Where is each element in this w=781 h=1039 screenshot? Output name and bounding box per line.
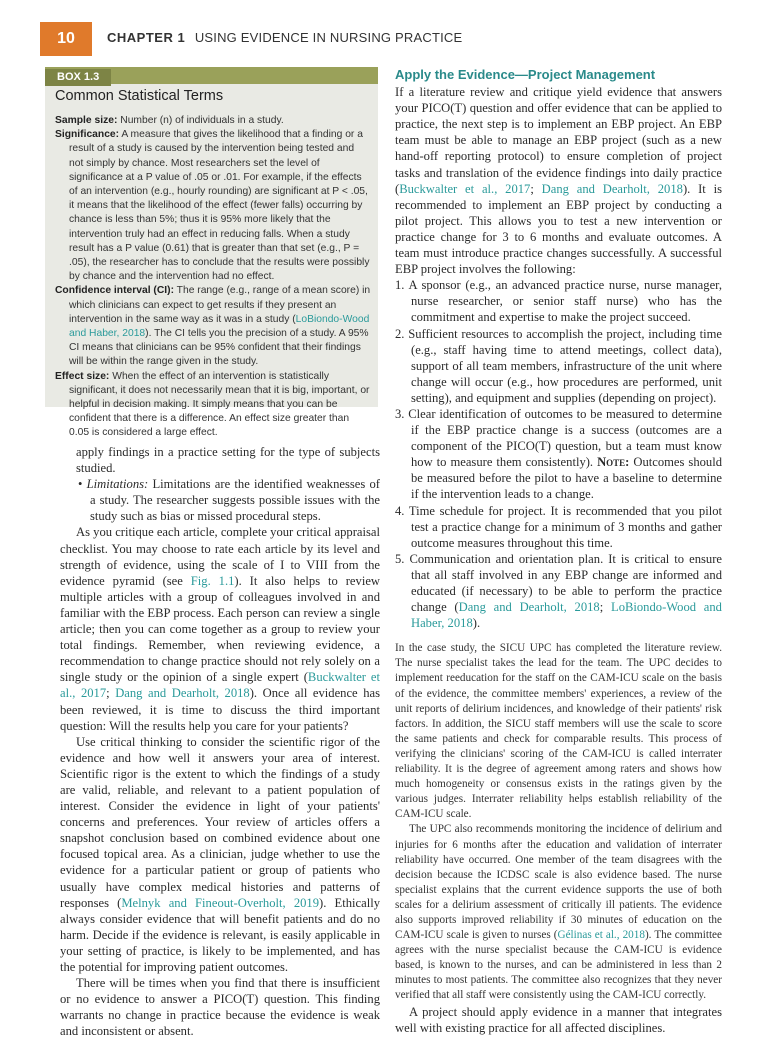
term-definition: The range (e.g., range of a mean score) in which clinicians can expect to get results if they present an intervention in the same way as it was in a study ( (69, 285, 371, 325)
page-number: 10 (40, 22, 92, 56)
bullet-text: Limitations are the identified weaknesses of a study. The researcher suggests possible issues with the study such as bias or missed procedural steps. (90, 477, 381, 524)
figure-link[interactable]: Fig. 1.1 (190, 573, 235, 588)
text: ). Once all evidence has been reviewed, it is time to discuss the third important question: Will the results help you care for your patients? (60, 686, 380, 733)
box-title: Common Statistical Terms (55, 88, 224, 104)
list-number: 4. (395, 503, 405, 518)
note-label: Note: (597, 455, 630, 470)
term-confidence-interval (55, 284, 371, 369)
bullet-limitations: • Limitations: Limitations are the identified weaknesses of a study. The researcher suggests possible issues with the study such as bias or missed procedural steps. (78, 477, 381, 524)
text: ). It is recommended to implement an EBP project by conducting a pilot project. This allows you to test a new intervention or practice change for 3 to 6 months and evaluate outcomes. A team must introduce practice changes successfully. A successful EBP project involves the following: (395, 181, 722, 277)
right-column (395, 67, 722, 1036)
box-label-bar (45, 67, 378, 84)
text: ). The committee agrees with the nurse specialist because the CAM-ICU is evidence based, is known to the nurses, and can be administered in less than 2 minutes to most patients. The committee also recognizes that they never verified that all staff were consistently using the CAM-ICU correctly. (395, 929, 722, 1002)
term-definition: When the effect of an intervention is statistically significant, it does not necessarily mean that it is big, important, or helpful in decision making. It simply means that you can be confident that there is a difference. An effect size greater than 0.05 is considered a large effect. (69, 370, 370, 439)
citation-link[interactable]: Dang and Dearholt, 2018 (458, 600, 600, 615)
citation-link[interactable]: Buckwalter et al., 2017 (60, 670, 380, 701)
paragraph-critical-thinking (60, 734, 380, 975)
list-item (395, 503, 722, 551)
term-effect-size (55, 370, 371, 441)
citation-link[interactable]: Gélinas et al., 2018 (557, 929, 645, 942)
text: ). Ethically always consider evidence that will benefit patients and do no harm. Decide if the evidence is relevant, is easily applicable in your setting of practice, is likely to be implemented, and has the potential for improving patient outcomes. (60, 895, 380, 974)
term-definition: A measure that gives the likelihood that a finding or a result of a study is caused by the intervention being tested and not simply by chance. Most researchers set the level of significance at a P value of .05 or .01. For example, if the effects of an intervention (e.g., hourly rounding) are significant at P < .05, it means that the likelihood of the effect (fewer falls) occurring by chance is less than 5%; thus it is 95% more likely that the intervention truly had an effect in reducing falls. When a study result has a P value (0.61) that is greater than that set (e.g., P = .05), the researcher has to conclude that the results were possibly by chance and the intervention had no effect. (69, 129, 370, 283)
section-title: Apply the Evidence—Project Management (395, 67, 656, 82)
case-paragraph (395, 822, 722, 1003)
citation-link[interactable]: Dang and Dearholt, 2018 (541, 181, 683, 196)
chapter-header (107, 30, 462, 45)
list-item (395, 406, 722, 503)
paragraph-intro (395, 84, 722, 277)
text: ; (599, 600, 611, 615)
box-body (55, 114, 371, 441)
case-study (395, 641, 722, 1003)
case-paragraph: In the case study, the SICU UPC has completed the literature review. The nurse specialist takes the lead for the team. The UPC decides to implement reeducation for the staff on the CAM-ICU scale on the basis of the evidence, the committee members' experiences, a review of the unit reports of delirium incidences, and knowledge of their patients' risk factors. In addition, the SICU staff members will use the scale to score the same patients and check for comparable results. This process of verifying the clinicians' scoring of the CAM-ICU is called interrater reliability. It is the degree of agreement among raters and shows how much homogeneity or consensus exists in the ratings given by the various judges. Interrater reliability helps establish reliability of the CAM-ICU scale. (395, 642, 722, 821)
paragraph-insufficient-evidence: There will be times when you find that there is insufficient or no evidence to answer a PICO(T) question. This finding warrants no change in practice because the evidence is weak and inconsistent or absent. (60, 976, 380, 1039)
text: Communication and orientation plan. It is critical to ensure that all staff involved in any EBP change are informed and educated (if necessary) to be able to perform the practice change ( (409, 551, 722, 615)
list-item (395, 277, 722, 325)
bullet-label: Limitations: (86, 477, 149, 492)
text: ; (530, 181, 542, 196)
paragraph-critique (60, 524, 380, 733)
chapter-title: USING EVIDENCE IN NURSING PRACTICE (194, 30, 463, 45)
term-sample-size (55, 114, 371, 128)
text: The UPC also recommends monitoring the incidence of delirium and injuries for 6 months after the education and validation of interrater reliability have occurred. One member of the team disagrees with the decision because the ICDSC scale is also evidence based. The nurse specialist explains that the current evidence supports the use of both scales for a delirium assessment of critically ill patients. The evidence also supports improved reliability if 30 minutes of education on the CAM-ICU scale is given to nurses ( (395, 823, 722, 942)
list-number: 3. (395, 406, 405, 421)
statistical-terms-box (45, 67, 378, 439)
continued-text: apply findings in a practice setting for the type of subjects studied. (76, 445, 380, 476)
citation-link[interactable]: LoBiondo-Wood and Haber, 2018 (69, 313, 370, 340)
list-item (395, 326, 722, 406)
paragraph-closing: A project should apply evidence in a manner that integrates well with existing practice for all affected disciplines. (395, 1004, 722, 1035)
text: Use critical thinking to consider the scientific rigor of the evidence and how well it answers your area of interest. Scientific rigor is the extent to which the findings of a study are valid, reliable, and relevant to a patient population of interest. Consider the evidence in light of your patients' concerns and preferences. Your review of articles offers a snapshot conclusion based on combined evidence about one focused topical area. As a clinician, judge whether to use the evidence for a particular patient or group of patients who usually have complex medical histories and patterns of responses ( (60, 734, 380, 910)
citation-link[interactable]: Dang and Dearholt, 2018 (115, 686, 250, 701)
text: ). (472, 616, 481, 631)
text: Outcomes should be measured before the pilot to have a baseline to determine if the intervention leads to a change. (411, 455, 723, 502)
text: A sponsor (e.g., an advanced practice nurse, nurse manager, nurse researcher, or senior staff nurse) who has the commitment and expertise to make the project succeed. (408, 278, 722, 325)
term-definition: Number (n) of individuals in a study. (117, 115, 284, 126)
text: If a literature review and critique yield evidence that answers your PICO(T) question and offer evidence that can be applied to practice, the next step is to implement an EBP project. An EBP team must be able to manage an EBP project (such as a new hand-off reporting protocol) to ensure completion of project tasks and translation of the evidence findings into daily practice ( (395, 85, 722, 196)
text: As you critique each article, complete your critical appraisal checklist. You may choose to rate each article by its level and strength of evidence, using the scale of I to VIII from the evidence pyramid (see (60, 525, 380, 588)
text: Clear identification of outcomes to be measured to determine if the EBP practice change is a success (outcomes are a component of the PICO(T) question, but a team must know how to measure them consistently). (408, 406, 722, 470)
list-number: 1. (395, 278, 405, 293)
term-name: Sample size: (55, 115, 118, 126)
term-definition: ). The CI tells you the precision of a study. A 95% CI means that clinicians can be 95% confident that their findings will be within the range given in the study. (69, 328, 369, 368)
citation-link[interactable]: Buckwalter et al., 2017 (399, 181, 531, 196)
term-significance (55, 128, 371, 284)
text: ). It also helps to review multiple articles with a group of colleagues involved in and familiar with the EBP process. Each person can review a single article; then you can come together as a group to review your total findings. Remember, when reviewing evidence, a recommendation to change practice should not rely solely on a single study or the opinion of a single expert ( (60, 573, 381, 685)
list-number: 2. (395, 326, 405, 341)
left-column (60, 444, 380, 1039)
text: Sufficient resources to accomplish the project, including time (e.g., staff having time to attend meetings, collect data), support of all team members, infrastructure of the unit where change will occur (e.g., how procedures are performed, unit setting), and equipment and supplies (depending on project). (408, 326, 722, 405)
term-name: Effect size: (55, 370, 110, 382)
chapter-label: CHAPTER 1 (107, 30, 186, 45)
citation-link[interactable]: LoBiondo-Wood and Haber, 2018 (411, 600, 722, 631)
term-name: Significance: (55, 129, 120, 141)
term-name: Confidence interval (CI): (55, 285, 174, 297)
citation-link[interactable]: Melnyk and Fineout-Overholt, 2019 (121, 895, 320, 910)
text: Time schedule for project. It is recommended that you pilot test a practice change for a minimum of 3 months and gather outcome measures throughout this time. (408, 503, 722, 550)
box-label: BOX 1.3 (45, 69, 111, 86)
text: ; (106, 686, 116, 701)
list-number: 5. (395, 551, 405, 566)
list-item (395, 551, 722, 631)
